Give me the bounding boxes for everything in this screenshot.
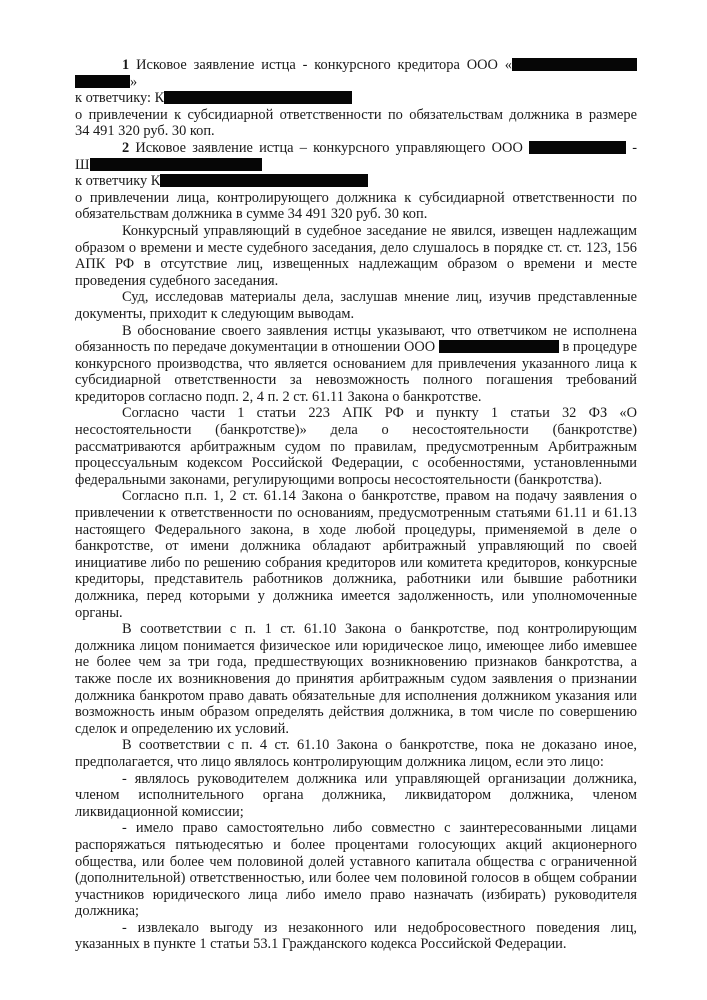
header-line (75, 123, 637, 140)
redaction-bar (75, 75, 130, 88)
text-run: Согласно п.п. 1, 2 ст. 61.14 Закона о банкротстве, правом на подачу заявления о привлечении к ответственности по основаниям, предусмотренным статьями 61.11 и 61.13 настоящего Федерального закона, в ходе любой процедуры, применяемой в деле о банкротстве, от имени должника обладают арбитражный управляющий по своей инициативе либо по решению собрания кредиторов или комитета кредиторов, конкурсные кредиторы, представитель работников должника, работники или бывшие работники должника, перед которыми у должника имеется задолженность, или уполномоченные органы. (75, 488, 637, 621)
text-run: Исковое заявление истца - конкурсного кредитора ООО « (129, 57, 512, 73)
text-run: 34 491 320 руб. 30 коп. (75, 123, 215, 140)
paragraph (75, 621, 637, 737)
header-line (75, 190, 637, 207)
redaction-bar (164, 91, 352, 104)
redaction-bar (160, 174, 368, 187)
paragraph (75, 488, 637, 621)
header-line (75, 57, 637, 74)
paragraph (75, 771, 637, 821)
text-block (75, 57, 637, 953)
text-run: - (626, 139, 638, 156)
text-run: - являлось руководителем должника или управляющей организации должника, членом исполнительного органа должника, ликвидатором должника, членом ликвидационной комиссии; (75, 770, 637, 820)
text-run: о привлечении лица, контролирующего должника к субсидиарной ответственности по (75, 189, 637, 206)
text-run: В соответствии с п. 1 ст. 61.10 Закона о банкротстве, под контролирующим должника лицом понимается физическое или юридическое лицо, имеющее либо имевшее не более чем за три года, предшествующих возникновению признаков банкротства, а также после их возникновения до принятия арбитражным судом заявления о признании должника банкротом право давать обязательные для исполнения должником указания или возможность иным образом определять действия должника, в том числе по совершению сделок и определению их условий. (75, 621, 637, 737)
bold-number: 2 (122, 139, 130, 156)
header-line (75, 107, 637, 124)
redaction-bar (529, 141, 626, 154)
bold-number: 1 (122, 57, 130, 73)
paragraph (75, 405, 637, 488)
redaction-bar (439, 340, 559, 353)
text-run: обязательствам должника в сумме 34 491 320 руб. 30 коп. (75, 206, 428, 223)
text-run: Исковое заявление истца – конкурсного управляющего ООО (129, 139, 530, 156)
text-run: » (130, 73, 138, 90)
text-run: в процедуре конкурсного производства, что является основанием для привлечения указанного лица к субсидиарной ответственности за невозможность полного погашения требований кредиторов согласно подп. 2, 4 п. 2 ст. 61.11 Закона о банкротстве. (75, 339, 637, 405)
text-run: В соответствии с п. 4 ст. 61.10 Закона о банкротстве, пока не доказано иное, предполагается, что лицо являлось контролирующим должника лицом, если это лицо: (75, 737, 637, 770)
header-line (75, 206, 637, 223)
text-run: к ответчику: К (75, 90, 165, 107)
text-run: - извлекало выгоду из незаконного или недобросовестного поведения лиц, указанных в пункте 1 статьи 53.1 Гражданского кодекса Российской Федерации. (75, 919, 637, 953)
text-run: к ответчику К (75, 173, 161, 190)
paragraph (75, 820, 637, 920)
paragraph (75, 289, 637, 322)
redaction-bar (90, 158, 262, 171)
text-run: Суд, исследовав материалы дела, заслушав мнение лиц, изучив представленные документы, приходит к следующим выводам. (75, 289, 637, 322)
text-run: В обоснование своего заявления истцы указывают, что ответчиком не исполнена обязанность по передаче документации в отношении ООО (75, 322, 637, 356)
header-line (75, 90, 637, 107)
text-run: о привлечении к субсидиарной ответственности по обязательствам должника в размере (75, 106, 637, 123)
paragraph (75, 223, 637, 289)
text-run: Согласно части 1 статьи 223 АПК РФ и пункту 1 статьи 32 ФЗ «О несостоятельности (банкротстве)» дела о несостоятельности (банкротстве) рассматриваются арбитражным судом по правилам, предусмотренным Арбитражным процессуальным кодексом Российской Федерации, с особенностями, установленными федеральными законами, регулирующими вопросы несостоятельности (банкротства). (75, 405, 637, 488)
header-line (75, 140, 637, 157)
text-run: Конкурсный управляющий в судебное заседание не явился, извещен надлежащим образом о времени и месте судебного заседания, дело слушалось в порядке ст. ст. 123, 156 АПК РФ в отсутствие лиц, извещенных надлежащим образом о времени и месте проведения судебного заседания. (75, 222, 637, 289)
header-line (75, 157, 637, 174)
paragraph (75, 737, 637, 770)
paragraph (75, 323, 637, 406)
header-line (75, 74, 637, 91)
redaction-bar (512, 58, 637, 71)
text-run: - имело право самостоятельно либо совместно с заинтересованными лицами распоряжаться пятьюдесятью и более процентами голосующих акций акционерного общества, или более чем половиной долей уставного капитала общества с ограниченной (дополнительной) ответственностью, или более чем половиной голосов в общем собрании участников юридического лица либо имело право назначать (избирать) руководителя должника; (75, 820, 637, 920)
header-line (75, 173, 637, 190)
text-run: Ш (75, 156, 90, 173)
paragraph (75, 920, 637, 953)
